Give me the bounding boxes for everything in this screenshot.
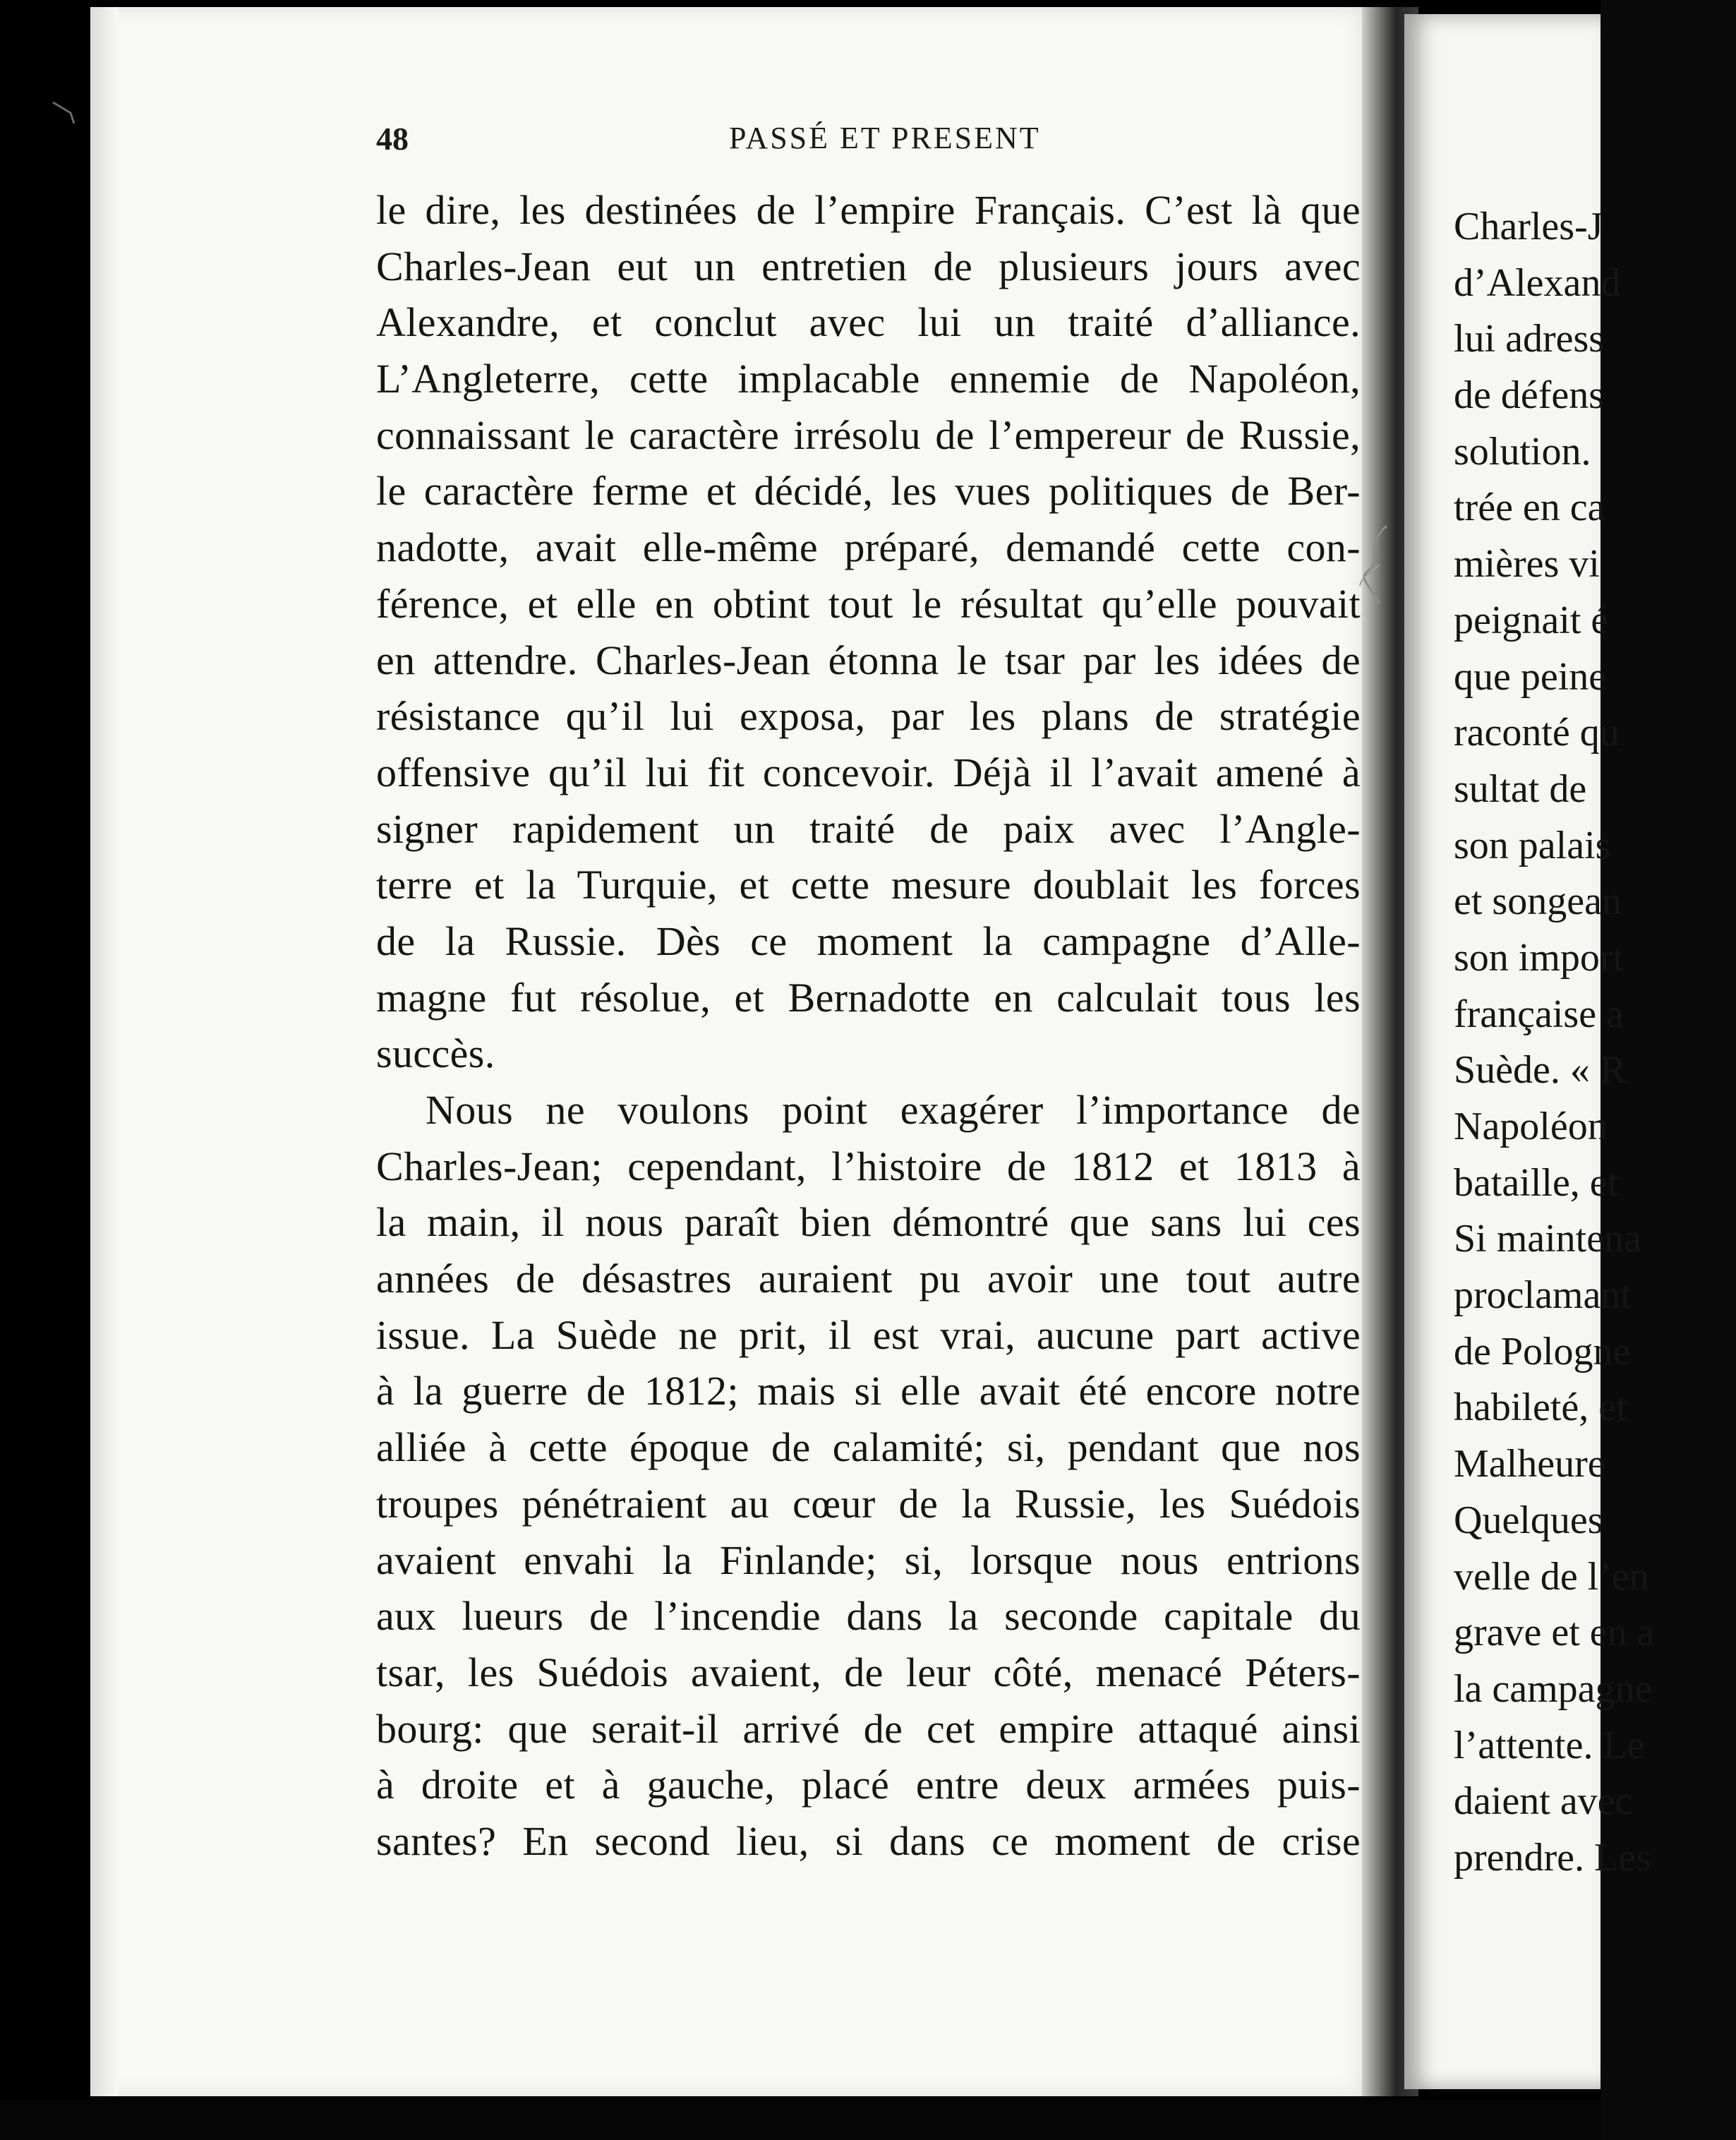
text-line: issue. La Suède ne prit, il est vrai, aucune part active <box>376 1311 1361 1358</box>
text-line: troupes pénétraient au cœur de la Russie, les Suédois <box>376 1480 1361 1527</box>
text-line: Alexandre, et conclut avec lui un traité d’alliance. <box>376 299 1361 346</box>
right-text-line: Napoléon <box>1454 1105 1608 1148</box>
right-text-line: proclamant <box>1454 1273 1632 1318</box>
running-head <box>376 120 1364 162</box>
right-text-line: Malheure <box>1454 1442 1605 1486</box>
text-line: à droite et à gauche, placé entre deux armées puis- <box>376 1762 1361 1808</box>
page-number: 48 <box>376 121 409 157</box>
right-text-line: Charles-J <box>1454 205 1603 248</box>
scan-edge-mark <box>49 99 78 127</box>
right-text-line: grave et en a <box>1454 1611 1655 1655</box>
right-text-line: peignait é <box>1454 598 1609 642</box>
right-text-line: l’attente. Le <box>1454 1723 1645 1767</box>
right-text-line: de Pologne <box>1454 1329 1631 1373</box>
text-line: magne fut résolue, et Bernadotte en calculait tous les <box>376 974 1361 1021</box>
right-text-line: que peine <box>1454 654 1607 699</box>
right-text-line: habileté, et <box>1454 1385 1627 1430</box>
text-line: le caractère ferme et décidé, les vues politiques de Ber- <box>376 468 1361 515</box>
text-line: connaissant le caractère irrésolu de l’empereur de Russie, <box>376 411 1361 458</box>
text-line: avaient envahi la Finlande; si, lorsque nous entrions <box>376 1537 1361 1583</box>
right-text-line: son palais <box>1454 823 1611 867</box>
text-line: succès. <box>376 1030 495 1077</box>
text-line: en attendre. Charles-Jean étonna le tsar par les idées de <box>376 637 1361 683</box>
text-line: Charles-Jean; cependant, l’histoire de 1812 et 1813 à <box>376 1143 1361 1189</box>
right-text-line: solution. <box>1454 429 1591 474</box>
bookmark-thread <box>1358 522 1394 607</box>
text-line: à la guerre de 1812; mais si elle avait été encore notre <box>376 1368 1361 1414</box>
text-line: alliée à cette époque de calamité; si, pendant que nos <box>376 1424 1361 1471</box>
text-line: résistance qu’il lui exposa, par les plans de stratégie <box>376 693 1361 740</box>
text-line: bourg: que serait-il arrivé de cet empire attaqué ainsi <box>376 1705 1361 1752</box>
text-line: Nous ne voulons point exagérer l’importance de <box>426 1087 1361 1133</box>
text-line: signer rapidement un traité de paix avec l’Angle- <box>376 805 1361 852</box>
body-text <box>376 182 1361 1870</box>
right-text-line: prendre. Les <box>1454 1835 1651 1880</box>
right-text-line: française a <box>1454 992 1624 1036</box>
text-line: de la Russie. Dès ce moment la campagne d’Alle- <box>376 918 1361 964</box>
right-text-line: Si maintena <box>1454 1217 1641 1261</box>
text-line: le dire, les destinées de l’empire Français. C’est là que <box>376 187 1361 233</box>
text-line: offensive qu’il lui fit concevoir. Déjà il l’avait amené à <box>376 749 1361 795</box>
right-text-line: Suède. « R <box>1454 1048 1627 1093</box>
right-text-line: de défens <box>1454 373 1605 418</box>
text-line: terre et la Turquie, et cette mesure doublait les forces <box>376 862 1361 908</box>
right-text-line: bataille, et <box>1454 1160 1619 1205</box>
right-text-line: mières vi <box>1454 542 1600 587</box>
right-text-line: lui adress <box>1454 317 1605 361</box>
right-text-line: daient avec <box>1454 1779 1633 1824</box>
right-page <box>1404 14 1655 2089</box>
right-text-line: son import <box>1454 935 1625 980</box>
right-text-line: et songean <box>1454 879 1622 924</box>
right-text-line: raconté qu <box>1454 711 1620 755</box>
right-text-line: d’Alexand <box>1454 260 1621 305</box>
text-line: L’Angleterre, cette implacable ennemie de Napoléon, <box>376 356 1361 402</box>
text-line: nadotte, avait elle-même préparé, demandé cette con- <box>376 524 1361 571</box>
right-text-line: trée en ca <box>1454 486 1605 530</box>
right-text-line: Quelques <box>1454 1498 1603 1542</box>
text-line: férence, et elle en obtint tout le résultat qu’elle pouvait <box>376 580 1361 627</box>
text-line: années de désastres auraient pu avoir une tout autre <box>376 1256 1361 1302</box>
text-line: aux lueurs de l’incendie dans la seconde capitale du <box>376 1593 1361 1640</box>
text-line: la main, il nous paraît bien démontré que sans lui ces <box>376 1199 1361 1246</box>
text-line: tsar, les Suédois avaient, de leur côté, menacé Péters- <box>376 1649 1361 1695</box>
right-page-text <box>1454 199 1736 1887</box>
text-line: Charles-Jean eut un entretien de plusieurs jours avec <box>376 243 1361 289</box>
header-title: PASSÉ ET PRESENT <box>729 121 1041 155</box>
text-line: santes? En second lieu, si dans ce moment de crise <box>376 1817 1361 1864</box>
right-text-line: velle de l’en <box>1454 1554 1649 1599</box>
scan-bottom-edge <box>0 2100 1601 2140</box>
right-text-line: sultat de <box>1454 767 1587 811</box>
right-text-line: la campagne <box>1454 1666 1653 1711</box>
